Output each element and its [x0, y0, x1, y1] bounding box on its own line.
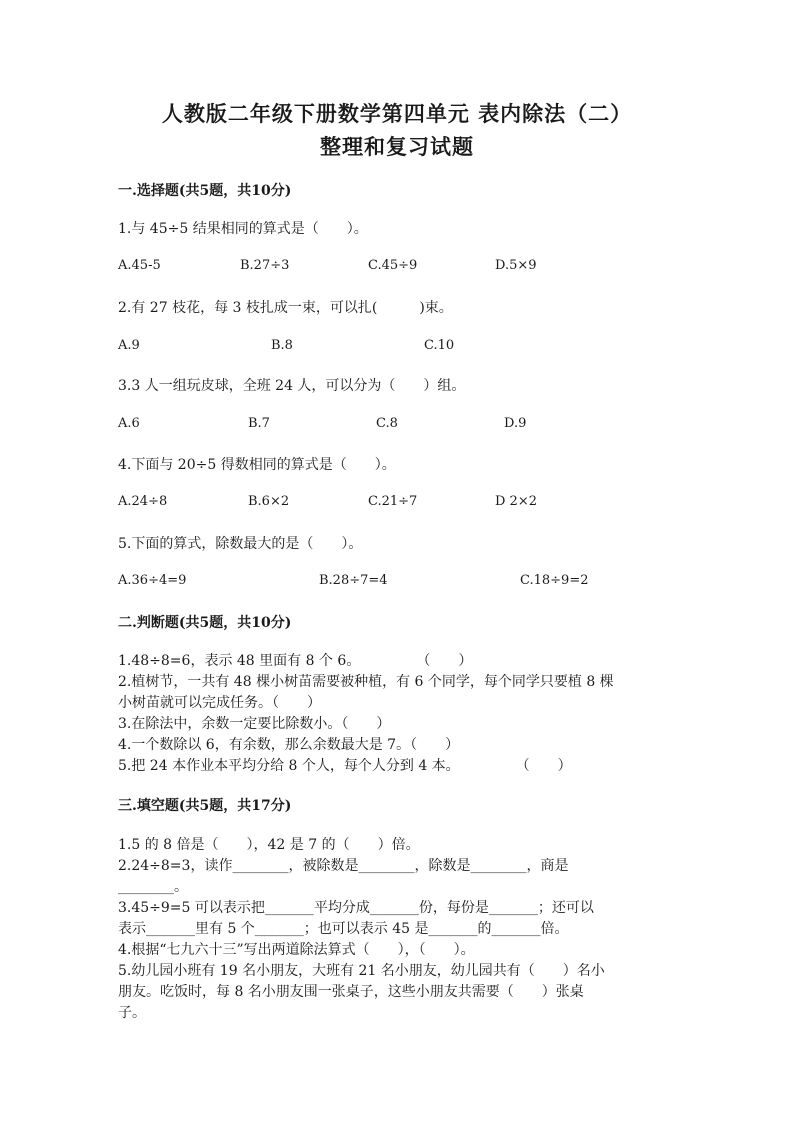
- judgement-line-5: 4.一个数除以 6，有余数，那么余数最大是 7。（ ）: [118, 737, 460, 753]
- question-5-option-c: C.18÷9=2: [520, 573, 589, 588]
- fill-line-8: 朋友。吃饭时，每 8 名小朋友围一张桌子，这些小朋友共需要（ ）张桌: [118, 984, 584, 1000]
- question-5-option-b: B.28÷7=4: [319, 573, 388, 588]
- fill-line-4: 3.45÷9=5 可以表示把_______平均分成_______份，每份是_______；还可以: [118, 900, 594, 916]
- question-3-option-a: A.6: [118, 416, 140, 431]
- question-1-option-c: C.45÷9: [368, 258, 418, 273]
- judgement-line-3: 小树苗就可以完成任务。（ ）: [118, 695, 321, 711]
- question-1-option-a: A.45-5: [118, 258, 161, 273]
- question-5-option-a: A.36÷4=9: [118, 573, 187, 588]
- fill-line-5: 表示_______里有 5 个_______；也可以表示 45 是_______的_______倍。: [118, 921, 569, 937]
- question-3-stem: 3.3 人一组玩皮球，全班 24 人，可以分为（ ）组。: [118, 378, 466, 394]
- fill-line-3: ________。: [118, 879, 188, 895]
- question-2-option-c: C.10: [424, 338, 455, 353]
- question-4-option-c: C.21÷7: [368, 494, 418, 509]
- judgement-line-1: 1.48÷8=6，表示 48 里面有 8 个 6。 （ ）: [118, 653, 473, 669]
- page-title-line1: 人教版二年级下册数学第四单元 表内除法（二）: [161, 101, 633, 126]
- section1-heading: 一.选择题(共5题，共10分): [118, 183, 292, 199]
- question-2-option-a: A.9: [118, 338, 140, 353]
- question-2-option-b: B.8: [271, 338, 293, 353]
- fill-line-1: 1.5 的 8 倍是（ ），42 是 7 的（ ）倍。: [118, 837, 420, 853]
- judgement-line-4: 3.在除法中，余数一定要比除数小。（ ）: [118, 716, 391, 732]
- question-2-stem: 2.有 27 枝花，每 3 枝扎成一束，可以扎( )束。: [118, 300, 453, 316]
- page-title-line2: 整理和复习试题: [320, 134, 474, 159]
- question-4-stem: 4.下面与 20÷5 得数相同的算式是（ ）。: [118, 457, 396, 473]
- judgement-line-6: 5.把 24 本作业本平均分给 8 个人，每个人分到 4 本。 （ ）: [118, 758, 572, 774]
- question-5-stem: 5.下面的算式，除数最大的是（ ）。: [118, 536, 363, 552]
- question-4-option-d: D 2×2: [495, 494, 537, 509]
- judgement-line-2: 2.植树节，一共有 48 棵小树苗需要被种植，有 6 个同学，每个同学只要植 8 棵: [118, 674, 614, 690]
- question-1-option-d: D.5×9: [495, 258, 537, 273]
- question-3-option-b: B.7: [248, 416, 270, 431]
- section3-heading: 三.填空题(共5题，共17分): [118, 798, 292, 814]
- question-1-stem: 1.与 45÷5 结果相同的算式是（ ）。: [118, 221, 368, 237]
- question-3-option-c: C.8: [376, 416, 398, 431]
- question-4-option-a: A.24÷8: [118, 494, 168, 509]
- question-4-option-b: B.6×2: [248, 494, 290, 509]
- fill-line-6: 4.根据“七九六十三”写出两道除法算式（ ），（ ）。: [118, 942, 475, 958]
- question-1-option-b: B.27÷3: [240, 258, 290, 273]
- fill-line-2: 2.24÷8=3，读作________，被除数是________，除数是________，商是: [118, 858, 569, 874]
- section2-heading: 二.判断题(共5题，共10分): [118, 615, 292, 631]
- fill-line-9: 子。: [118, 1005, 146, 1021]
- fill-line-7: 5.幼儿园小班有 19 名小朋友，大班有 21 名小朋友，幼儿园共有（ ）名小: [118, 963, 605, 979]
- question-3-option-d: D.9: [504, 416, 527, 431]
